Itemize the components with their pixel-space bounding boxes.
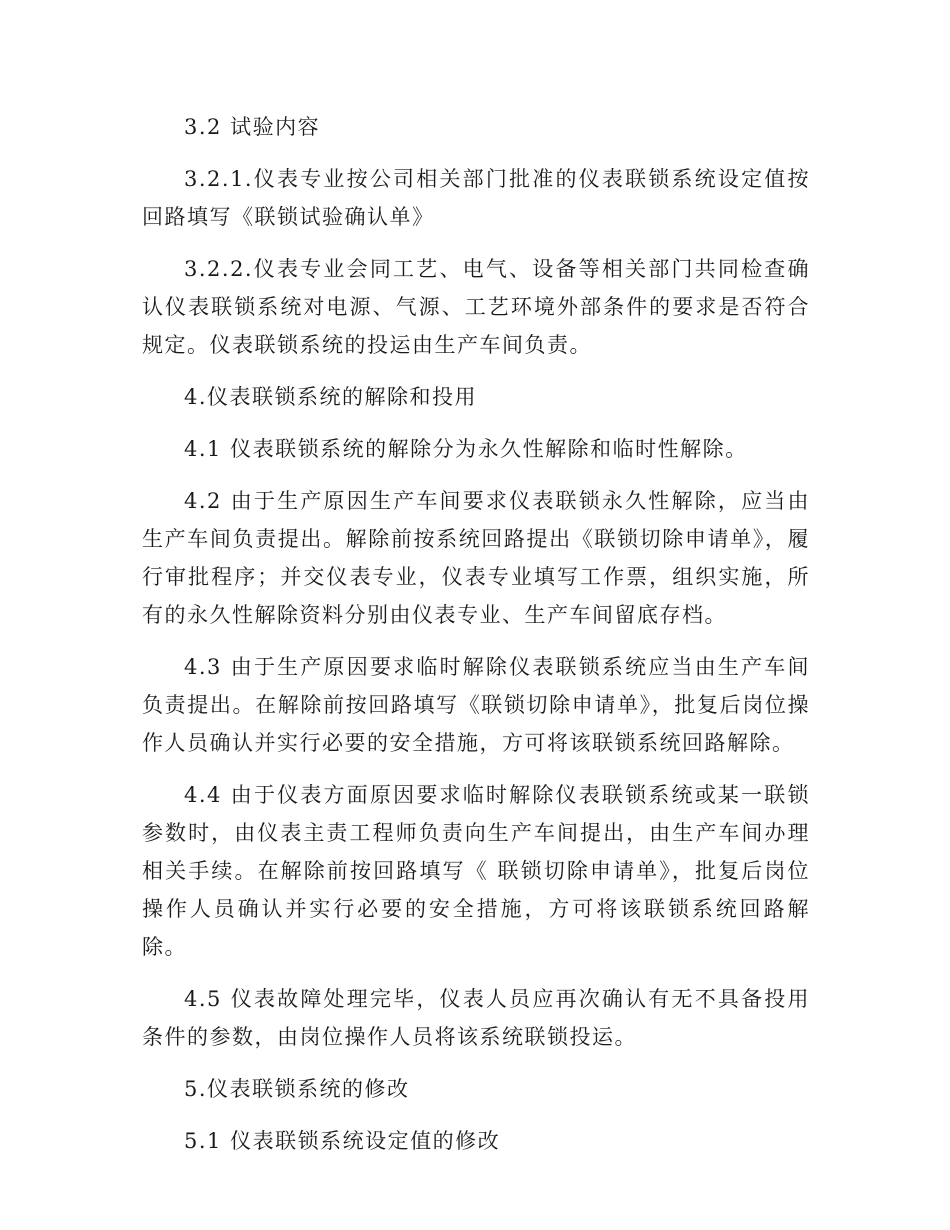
- paragraph-4-4: 4.4 由于仪表方面原因要求临时解除仪表联锁系统或某一联锁参数时，由仪表主责工程师负责向生产车间提出，由生产车间办理相关手续。在解除前按回路填写《 联锁切除申请单》，批复后岗位操作人员确认并实行必要的安全措施，方可将该联锁系统回路解除。: [142, 783, 810, 959]
- section-heading-5-1: 5.1 仪表联锁系统设定值的修改: [184, 1129, 501, 1153]
- section-heading-5: 5.仪表联锁系统的修改: [184, 1077, 410, 1101]
- paragraph-4-2: 4.2 由于生产原因生产车间要求仪表联锁永久性解除，应当由生产车间负责提出。解除前按系统回路提出《联锁切除申请单》，履行审批程序；并交仪表专业，仪表专业填写工作票，组织实施，所有的永久性解除资料分别由仪表专业、生产车间留底存档。: [142, 489, 810, 627]
- section-heading-4: 4.仪表联锁系统的解除和投用: [184, 385, 478, 409]
- paragraph-4-5: 4.5 仪表故障处理完毕，仪表人员应再次确认有无不具备投用条件的参数，由岗位操作人员将该系统联锁投运。: [142, 987, 810, 1049]
- paragraph-3-2-1: 3.2.1.仪表专业按公司相关部门批准的仪表联锁系统设定值按回路填写《联锁试验确认单》: [142, 167, 810, 229]
- document-body: [142, 108, 810, 1174]
- paragraph-3-2-2: 3.2.2.仪表专业会同工艺、电气、设备等相关部门共同检查确认仪表联锁系统对电源、气源、工艺环境外部条件的要求是否符合规定。仪表联锁系统的投运由生产车间负责。: [142, 257, 810, 357]
- paragraph-4-3: 4.3 由于生产原因要求临时解除仪表联锁系统应当由生产车间负责提出。在解除前按回路填写《联锁切除申请单》，批复后岗位操作人员确认并实行必要的安全措施，方可将该联锁系统回路解除。: [142, 655, 810, 755]
- paragraph-4-1: 4.1 仪表联锁系统的解除分为永久性解除和临时性解除。: [184, 437, 748, 461]
- section-heading-3-2: 3.2 试验内容: [184, 115, 321, 139]
